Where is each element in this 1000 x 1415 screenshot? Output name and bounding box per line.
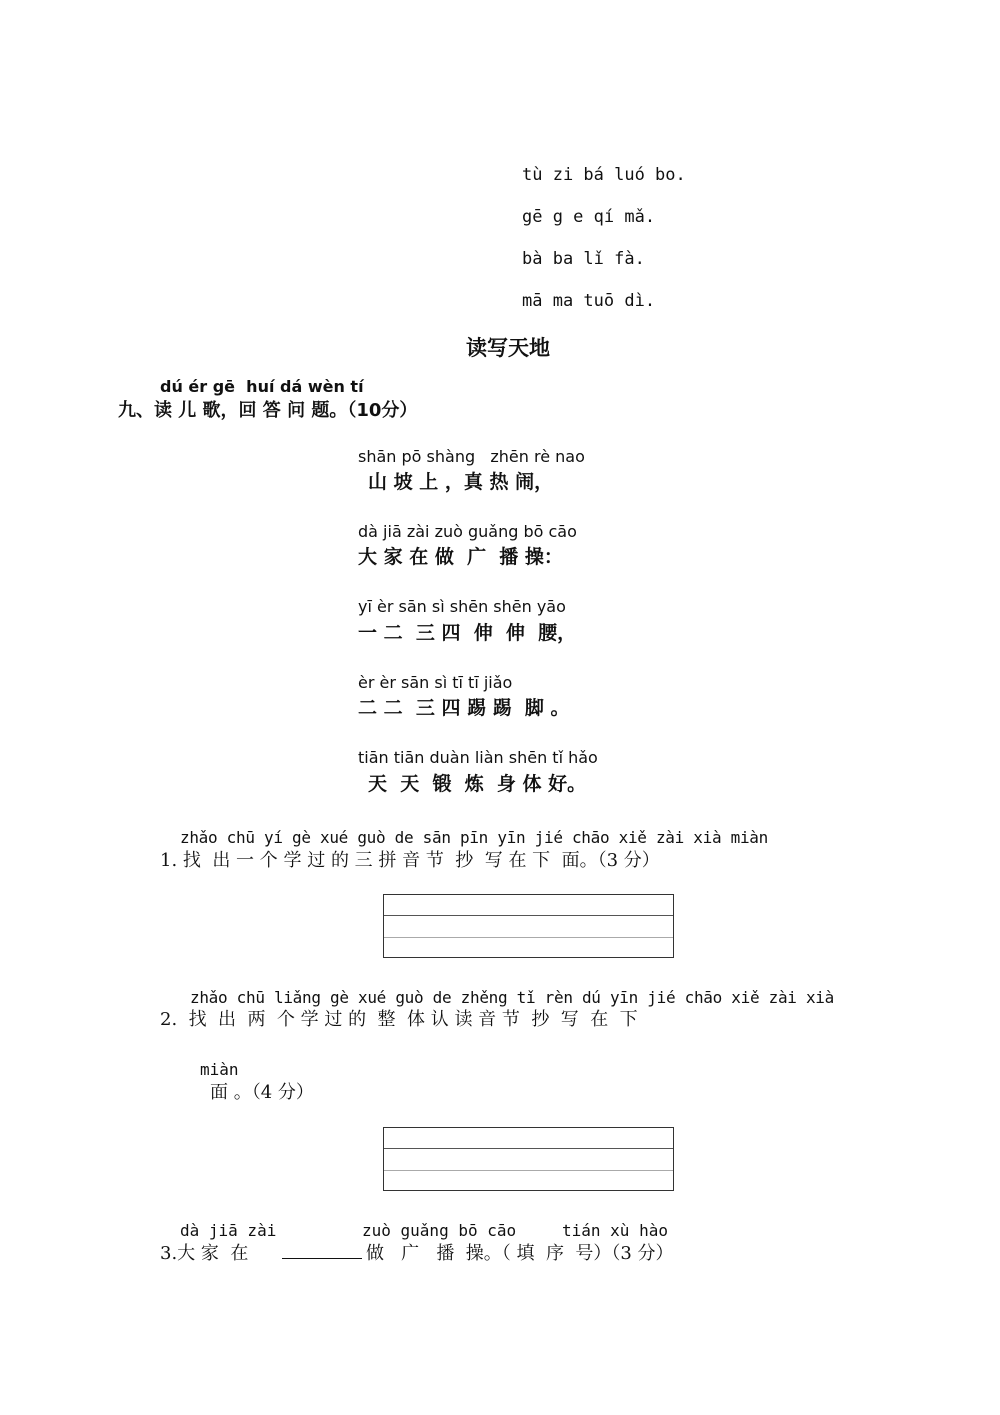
- q3-text-a: 3.大 家 在: [160, 1243, 249, 1264]
- poem-line-1: 山 坡 上 ，真 热 闹，: [368, 471, 554, 493]
- q2-answer-box[interactable]: [383, 1127, 674, 1191]
- q3-blank[interactable]: [282, 1242, 362, 1263]
- poem-pinyin-2: dà jiā zài zuò guǎng bō cāo: [358, 522, 577, 541]
- poem-pinyin-1: shān pō shàng zhēn rè nao: [358, 447, 585, 466]
- q3-pinyin-c: tián xù hào: [562, 1221, 668, 1240]
- pinyin-line-3: bà ba lǐ fà.: [522, 249, 645, 269]
- q1-text: 1. 找 出 一 个 学 过 的 三 拼 音 节 抄 写 在 下 面。（3 分）: [160, 850, 660, 871]
- poem-pinyin-4: èr èr sān sì tī tī jiǎo: [358, 673, 513, 692]
- poem-pinyin-5: tiān tiān duàn liàn shēn tǐ hǎo: [358, 748, 598, 767]
- poem-line-4: 二 二 三 四 踢 踢 脚 。: [358, 697, 570, 719]
- q1-answer-box[interactable]: [383, 894, 674, 958]
- q2-text: 2. 找 出 两 个 学 过 的 整 体 认 读 音 节 抄 写 在 下: [160, 1009, 638, 1030]
- q3-text-b: 做 广 播 操。（ 填 序 号）（3 分）: [366, 1243, 674, 1264]
- q1-box-rule-2: [384, 937, 673, 938]
- heading-pinyin: dú ér gē huí dá wèn tí: [160, 377, 364, 396]
- q2-text-cont: 面 。（4 分）: [210, 1082, 314, 1103]
- pinyin-line-1: tù zi bá luó bo.: [522, 165, 686, 185]
- heading-text: 九、读 儿 歌，回 答 问 题。（10分）: [118, 400, 418, 421]
- section-title: 读写天地: [466, 336, 550, 360]
- q2-box-rule-1: [384, 1148, 673, 1149]
- pinyin-line-4: mā ma tuō dì.: [522, 291, 656, 311]
- q3-pinyin-a: dà jiā zài: [180, 1221, 277, 1240]
- q1-pinyin: zhǎo chū yí gè xué guò de sān pīn yīn jié chāo xiě zài xià miàn: [180, 828, 768, 847]
- q2-pinyin-cont: miàn: [200, 1060, 239, 1079]
- poem-pinyin-3: yī èr sān sì shēn shēn yāo: [358, 597, 566, 616]
- poem-line-5: 天 天 锻 炼 身 体 好。: [368, 773, 587, 795]
- poem-line-3: 一 二 三 四 伸 伸 腰，: [358, 622, 577, 644]
- pinyin-line-2: gē g e qí mǎ.: [522, 207, 656, 227]
- q2-pinyin: zhǎo chū liǎng gè xué guò de zhěng tǐ rèn dú yīn jié chāo xiě zài xià: [190, 988, 834, 1007]
- q2-box-rule-2: [384, 1170, 673, 1171]
- q3-pinyin-b: zuò guǎng bō cāo: [362, 1221, 517, 1240]
- poem-line-2: 大 家 在 做 广 播 操：: [358, 546, 563, 568]
- q1-box-rule-1: [384, 915, 673, 916]
